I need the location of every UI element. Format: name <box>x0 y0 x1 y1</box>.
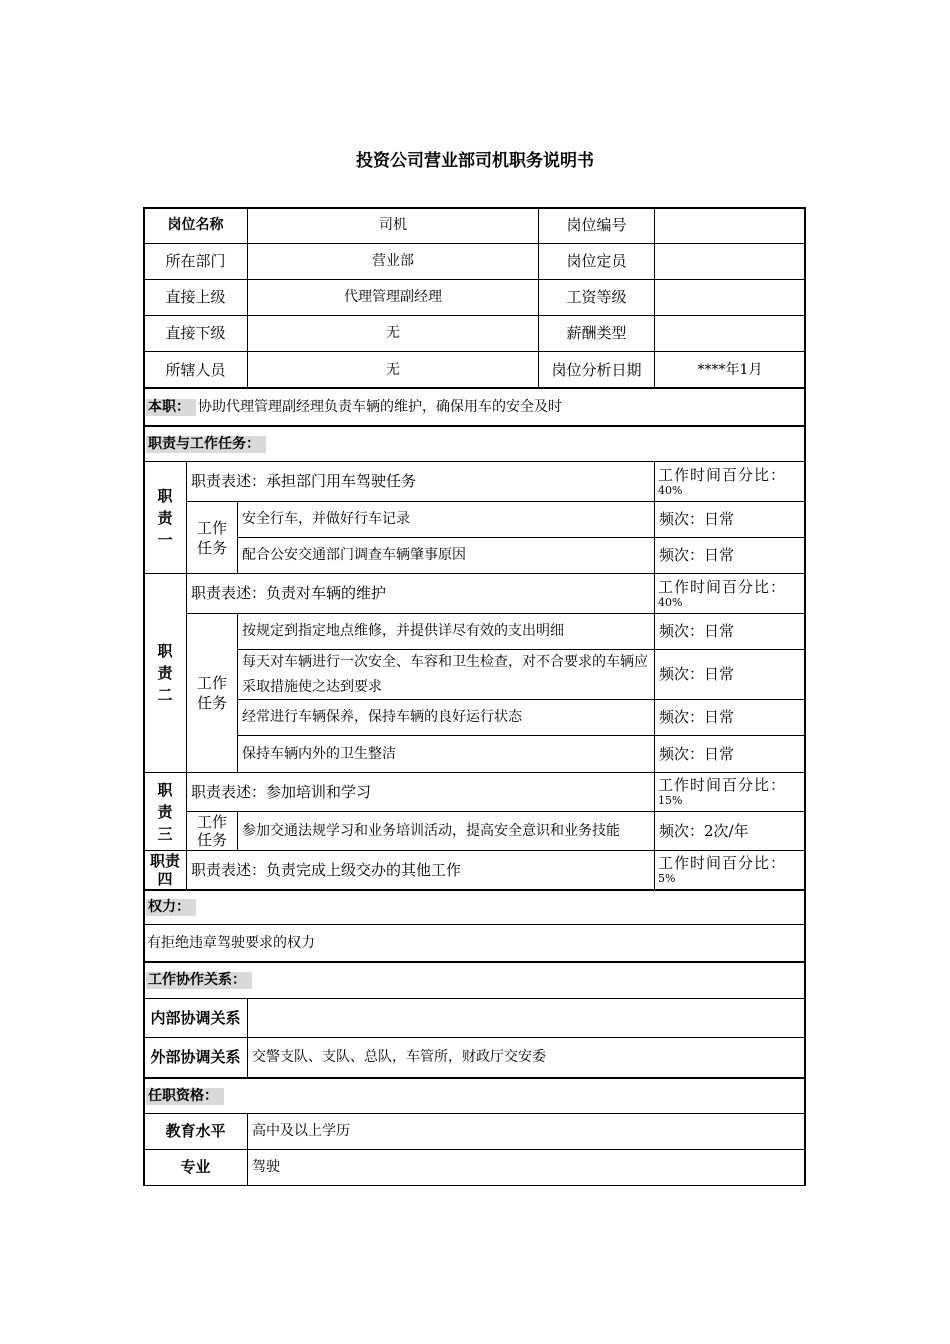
duty-2-task-4: 保持车辆内外的卫生整洁 <box>237 735 655 773</box>
qualification-label: 任职资格： <box>146 1088 224 1105</box>
duty-3-task-1-freq: 频次：2次/年 <box>654 811 806 851</box>
duties-section-header <box>143 425 806 462</box>
internal-relations-label: 内部协调关系 <box>143 998 248 1038</box>
analysis-date-value: ****年1月 <box>654 351 806 389</box>
quota-value <box>654 243 806 280</box>
duty-3-pct-value: 15% <box>658 794 683 807</box>
major-label: 专业 <box>143 1149 248 1186</box>
duty-2-task-2-freq: 频次：日常 <box>654 649 806 700</box>
duty-2-pct-value: 40% <box>658 595 683 609</box>
duty-2-task-1-freq: 频次：日常 <box>654 613 806 650</box>
duty-3-statement: 职责表述：参加培训和学习 <box>186 772 655 812</box>
quota-label: 岗位定员 <box>538 243 655 280</box>
duty-1-task-2: 配合公安交通部门调查车辆肇事原因 <box>237 537 655 574</box>
page-title: 投资公司营业部司机职务说明书 <box>356 151 594 171</box>
external-relations-label: 外部协调关系 <box>143 1037 248 1078</box>
qualification-header <box>143 1077 806 1114</box>
grade-value <box>654 279 806 316</box>
duty-2-task-1: 按规定到指定地点维修，并提供详尽有效的支出明细 <box>237 613 655 650</box>
authority-header <box>143 889 806 925</box>
staff-value: 无 <box>247 351 539 389</box>
education-label: 教育水平 <box>143 1113 248 1150</box>
dept-value: 营业部 <box>247 243 539 280</box>
main-duty-text: 协助代理管理副经理负责车辆的维护，确保用车的安全及时 <box>198 398 562 415</box>
post-name-label: 岗位名称 <box>143 207 248 244</box>
duty-4-name: 职责 四 <box>143 850 187 890</box>
subordinate-value: 无 <box>247 315 539 352</box>
analysis-date-label: 岗位分析日期 <box>538 351 655 389</box>
duty-1-pct-label: 工作时间百分比： <box>658 465 787 484</box>
staff-label: 所辖人员 <box>143 351 248 389</box>
duty-3-pct-label: 工作时间百分比： <box>658 776 787 794</box>
duty-1-task-1-freq: 频次：日常 <box>654 501 806 538</box>
duty-2-task-4-freq: 频次：日常 <box>654 735 806 773</box>
duty-1-task-1: 安全行车，并做好行车记录 <box>237 501 655 538</box>
superior-label: 直接上级 <box>143 279 248 316</box>
duty-2-task-2: 每天对车辆进行一次安全、车容和卫生检查，对不合要求的车辆应采取措施使之达到要求 <box>237 649 655 700</box>
pay-type-value <box>654 315 806 352</box>
relations-header <box>143 961 806 999</box>
post-name-value: 司机 <box>247 207 539 244</box>
duty-1-task-label: 工作任务 <box>186 501 238 574</box>
superior-value: 代理管理副经理 <box>247 279 539 316</box>
duty-4-pct <box>654 850 806 890</box>
duty-1-pct <box>654 461 806 502</box>
duty-1-pct-value: 40% <box>658 483 683 497</box>
grade-label: 工资等级 <box>538 279 655 316</box>
authority-text: 有拒绝违章驾驶要求的权力 <box>143 924 806 962</box>
duty-2-task-3: 经常进行车辆保养，保持车辆的良好运行状态 <box>237 699 655 736</box>
duty-2-statement: 职责表述：负责对车辆的维护 <box>186 573 655 614</box>
duty-4-pct-label: 工作时间百分比： <box>658 854 787 872</box>
duty-2-task-label: 工作任务 <box>186 613 238 773</box>
duty-2-task-3-freq: 频次：日常 <box>654 699 806 736</box>
post-no-value <box>654 207 806 244</box>
duty-4-pct-value: 5% <box>658 872 676 885</box>
duty-2-pct <box>654 573 806 614</box>
duty-1-statement: 职责表述：承担部门用车驾驶任务 <box>186 461 655 502</box>
main-duty-row <box>143 387 806 426</box>
duties-section-label: 职责与工作任务： <box>146 436 266 453</box>
duty-1-name: 职 责 一 <box>143 461 187 574</box>
authority-label: 权力： <box>146 899 196 916</box>
major-value: 驾驶 <box>247 1149 806 1186</box>
subordinate-label: 直接下级 <box>143 315 248 352</box>
relations-label: 工作协作关系： <box>146 972 252 989</box>
duty-1-task-2-freq: 频次：日常 <box>654 537 806 574</box>
main-duty-label: 本职： <box>146 399 196 416</box>
external-relations-value: 交警支队、支队、总队，车管所，财政厅交安委 <box>247 1037 806 1078</box>
duty-3-pct <box>654 772 806 812</box>
duty-3-name: 职 责 三 <box>143 772 187 851</box>
post-no-label: 岗位编号 <box>538 207 655 244</box>
duty-3-task-label: 工作任务 <box>186 811 238 851</box>
education-value: 高中及以上学历 <box>247 1113 806 1150</box>
pay-type-label: 薪酬类型 <box>538 315 655 352</box>
duty-3-task-1: 参加交通法规学习和业务培训活动，提高安全意识和业务技能 <box>237 811 655 851</box>
dept-label: 所在部门 <box>143 243 248 280</box>
duty-4-statement: 职责表述：负责完成上级交办的其他工作 <box>186 850 655 890</box>
duty-2-pct-label: 工作时间百分比： <box>658 577 787 596</box>
internal-relations-value <box>247 998 806 1038</box>
duty-2-name: 职 责 二 <box>143 573 187 773</box>
